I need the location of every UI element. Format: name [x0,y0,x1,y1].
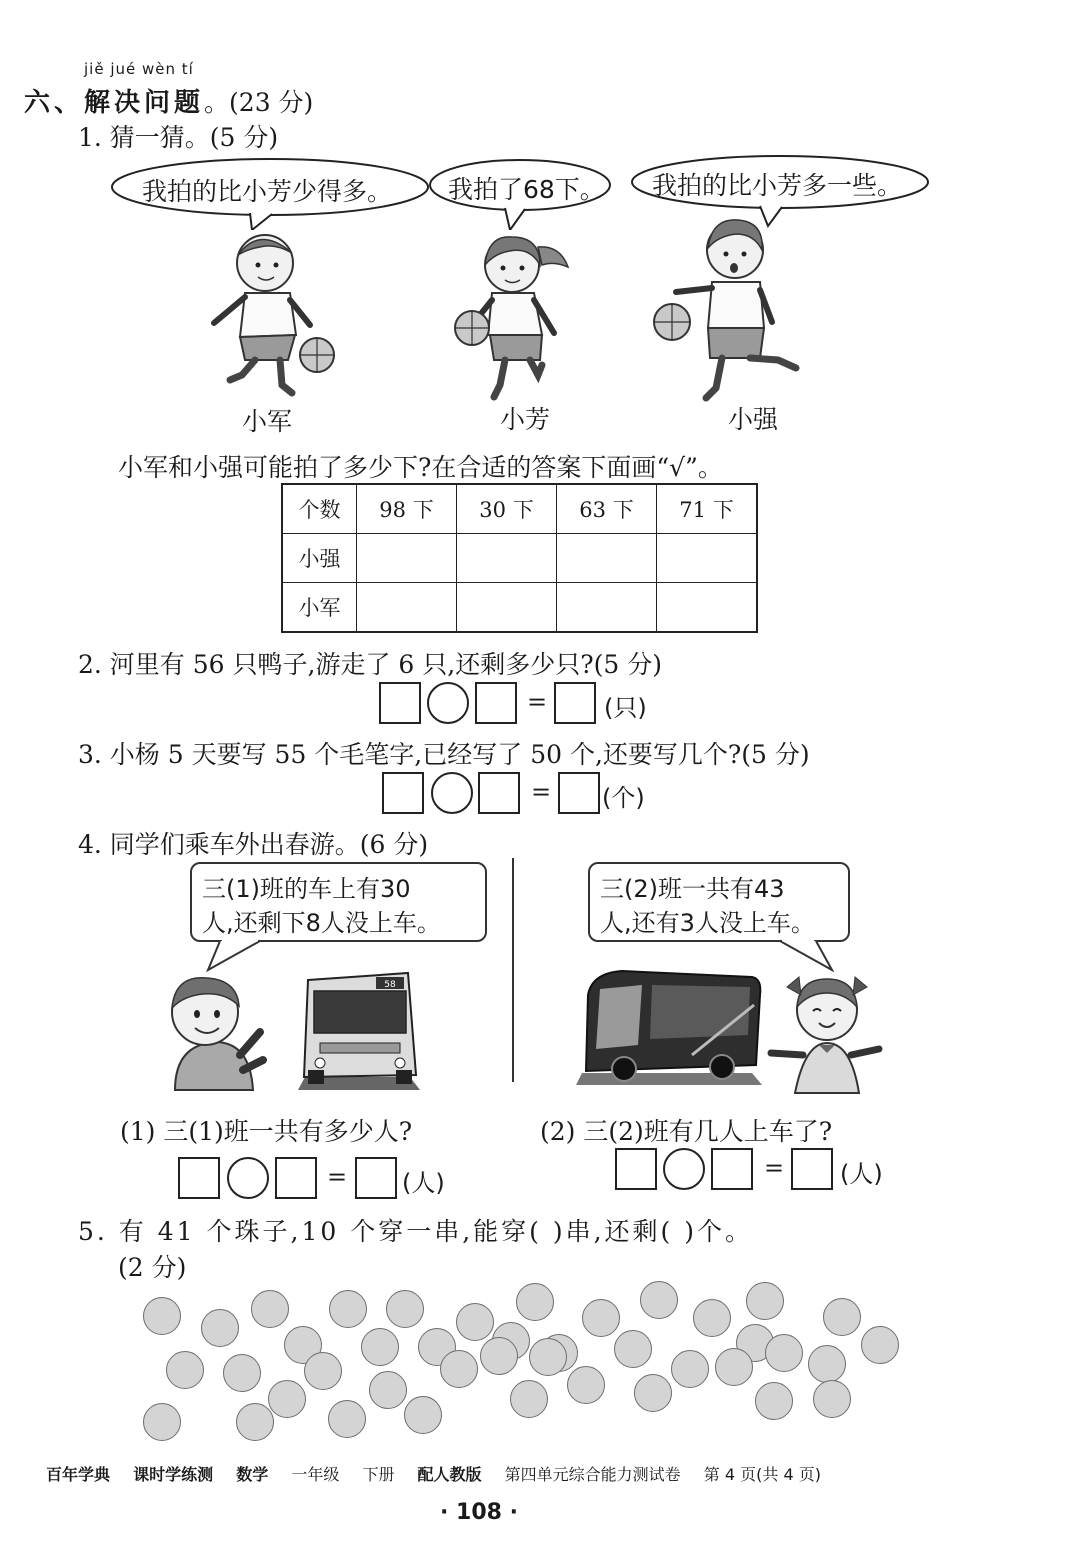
bead [201,1309,239,1347]
boy-xiaoqiang-illustration [650,210,810,410]
bead [640,1281,678,1319]
bead [516,1283,554,1321]
q3-operand-box-2[interactable] [478,772,520,814]
bubble-xiaojun: 我拍的比小芳少得多。 [142,177,393,206]
q3-text: 3. 小杨 5 天要写 55 个毛笔字,已经写了 50 个,还要写几个?(5 分) [78,740,810,769]
q4-2-result-box[interactable] [791,1148,833,1190]
section-score: 。(23 分) [204,88,314,117]
q2-result-box[interactable] [554,682,596,724]
answer-cell[interactable] [357,534,457,583]
q5-text: 5. 有 41 个珠子,10 个穿一串,能穿( )串,还剩( )个。 [78,1217,754,1246]
footer-brand: 百年学典 [46,1465,111,1484]
bead [492,1322,530,1360]
bus-number: 58 [384,980,396,990]
q3-operator-circle[interactable] [431,772,473,814]
bead [510,1380,548,1418]
q4-left-speech-bubble [190,862,487,942]
bead [736,1324,774,1362]
q4-divider [512,858,514,1082]
table-header-cell: 98 下 [357,484,457,534]
answer-cell[interactable] [357,583,457,633]
left-bubble-tail [200,940,270,972]
bead [567,1366,605,1404]
bead [715,1348,753,1386]
bead [284,1326,322,1364]
bead [304,1352,342,1390]
q4-1-unit: (人) [402,1169,445,1197]
bead [746,1282,784,1320]
bead [268,1380,306,1418]
answer-cell[interactable] [557,534,657,583]
answer-cell[interactable] [557,583,657,633]
bead [418,1328,456,1366]
q4-2-unit: (人) [840,1160,883,1188]
section-pinyin: jiě jué wèn tí [84,60,194,78]
q3-operand-box-1[interactable] [382,772,424,814]
bead [328,1400,366,1438]
bubble-xiaofang: 我拍了68下。 [448,175,605,204]
bubble-xiaoqiang: 我拍的比小芳多一些。 [652,171,903,200]
footer-bar [46,1462,821,1485]
footer-subject: 数学 [236,1465,269,1484]
bead [693,1299,731,1337]
q1-answer-table [281,483,758,633]
table-row [282,583,757,633]
answer-cell[interactable] [457,534,557,583]
q2-equals: = [527,688,548,716]
q1-instruction: 小军和小强可能拍了多少下?在合适的答案下面画“√”。 [118,453,723,482]
footer-page-info: 第 4 页(共 4 页) [703,1465,821,1484]
bead [166,1351,204,1389]
bead [143,1297,181,1335]
table-row-label: 小军 [282,583,357,633]
table-header-cell: 63 下 [557,484,657,534]
bead [251,1290,289,1328]
bead [386,1290,424,1328]
bead [440,1350,478,1388]
q2-unit: (只) [604,694,647,722]
q2-operand-box-2[interactable] [475,682,517,724]
name-xiaojun: 小军 [242,407,293,436]
bead [480,1337,518,1375]
bead [765,1334,803,1372]
bead [671,1350,709,1388]
bead [404,1396,442,1434]
q3-unit: (个) [602,784,645,812]
q4-right-speech-bubble [588,862,850,942]
bead [456,1303,494,1341]
q4-2-operand-box-2[interactable] [711,1148,753,1190]
girl-xiaofang-illustration [450,225,580,405]
answer-cell[interactable] [457,583,557,633]
q1-title: 1. 猜一猜。(5 分) [78,123,279,152]
boy-xiaojun-illustration [200,225,350,400]
section-heading [24,82,313,119]
bead [236,1403,274,1441]
q4-2-operator-circle[interactable] [663,1148,705,1190]
bead [540,1334,578,1372]
table-header-cell: 个数 [282,484,357,534]
table-row [282,484,757,534]
bus-side-illustration [572,965,767,1090]
boy-waving-illustration [155,970,270,1095]
bead [529,1338,567,1376]
q3-result-box[interactable] [558,772,600,814]
bead [143,1403,181,1441]
q4-sub1-text: (1) 三(1)班一共有多少人? [120,1117,413,1146]
q2-operator-circle[interactable] [427,682,469,724]
q4-2-equals: = [764,1154,785,1182]
q4-1-operand-box-1[interactable] [178,1157,220,1199]
footer-volume: 下册 [362,1465,395,1484]
q2-operand-box-1[interactable] [379,682,421,724]
q4-1-operator-circle[interactable] [227,1157,269,1199]
bead [329,1290,367,1328]
table-row-label: 小强 [282,534,357,583]
footer-edition: 配人教版 [417,1465,482,1484]
left-bubble-line-2: 人,还剩下8人没上车。 [202,909,441,937]
bead [861,1326,899,1364]
section-title: 解决问题 [84,88,205,118]
bead [808,1345,846,1383]
table-header-cell: 71 下 [657,484,758,534]
q4-1-equals: = [327,1163,348,1191]
name-xiaofang: 小芳 [500,405,551,434]
q4-title: 4. 同学们乘车外出春游。(6 分) [78,830,429,859]
bead [369,1371,407,1409]
q5-score: (2 分) [118,1253,187,1282]
bead [582,1299,620,1337]
left-bubble-line-1: 三(1)班的车上有30 [202,875,411,903]
bead [813,1380,851,1418]
girl-waving-illustration [765,965,885,1095]
right-bubble-line-1: 三(2)班一共有43 [600,875,785,903]
right-bubble-line-2: 人,还有3人没上车。 [600,909,815,937]
bead [223,1354,261,1392]
page-number: · 108 · [440,1500,518,1525]
bead [614,1330,652,1368]
bead [634,1374,672,1412]
bead [361,1328,399,1366]
bead [823,1298,861,1336]
footer-grade: 一年级 [291,1465,340,1484]
q3-equals: = [531,778,552,806]
section-number: 六、 [24,88,85,118]
q2-text: 2. 河里有 56 只鸭子,游走了 6 只,还剩多少只?(5 分) [78,650,662,679]
name-xiaoqiang: 小强 [728,405,779,434]
footer-test-name: 第四单元综合能力测试卷 [504,1465,681,1484]
q4-1-result-box[interactable] [355,1157,397,1199]
q4-sub2-text: (2) 三(2)班有几人上车了? [540,1117,833,1146]
footer-series: 课时学练测 [133,1465,214,1484]
bus-front-illustration [290,965,430,1095]
q4-1-operand-box-2[interactable] [275,1157,317,1199]
bead [755,1382,793,1420]
table-header-cell: 30 下 [457,484,557,534]
answer-cell[interactable] [657,583,758,633]
q4-2-operand-box-1[interactable] [615,1148,657,1190]
answer-cell[interactable] [657,534,758,583]
table-row [282,534,757,583]
